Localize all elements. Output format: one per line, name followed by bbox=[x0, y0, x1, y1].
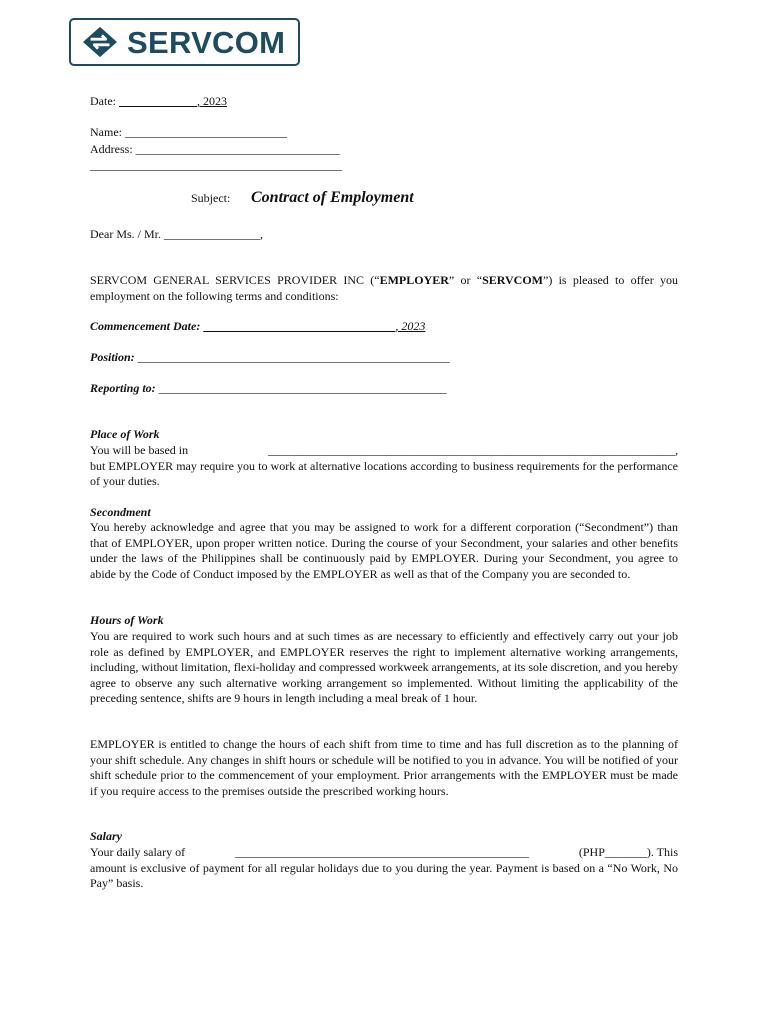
date-label: Date: bbox=[90, 94, 116, 108]
hours-paragraph-1: You are required to work such hours and at such times as are necessary to efficiently and effectively carry out your job role as defined by EMPLOYER, and EMPLOYER reserves the right to implement alternative working arrangements, including, without limitation, flexi-holiday and compressed workweek arrangements, at its sole discretion, and you hereby agree to observe any such alternative working arrangement so implemented. Without limiting the applicability of the preceding sentence, shifts are 9 hours in length including a meal break of 1 hour. bbox=[90, 629, 678, 706]
servcom-term: SERVCOM bbox=[482, 273, 543, 287]
company-logo bbox=[69, 18, 300, 66]
name-line bbox=[90, 125, 287, 141]
address-line bbox=[90, 142, 340, 158]
logo-text: SERVCOM bbox=[127, 24, 286, 60]
employer-term: EMPLOYER bbox=[379, 273, 449, 287]
position-blank: ____________________________________________________ bbox=[137, 350, 450, 364]
secondment-heading: Secondment bbox=[90, 505, 151, 519]
salary-php: (PHP_______). This bbox=[578, 845, 678, 859]
address-line-2 bbox=[90, 158, 342, 174]
place-blank: _____________________________________________________________________, bbox=[267, 443, 678, 457]
address-label: Address: bbox=[90, 142, 133, 156]
reporting-blank: ________________________________________________ bbox=[158, 381, 447, 395]
hours-paragraph-2: EMPLOYER is entitled to change the hours of each shift from time to time and has full discretion as to the planning of your shift schedule. Any changes in shift hours or schedule will be notified to you in advance. You will be notified of your shift schedule prior to the commencement of your employment. Prior arrangements with the EMPLOYER must be made if you require access to the premises outside the prescribed working hours. bbox=[90, 737, 678, 798]
reporting-label: Reporting to: bbox=[90, 381, 156, 395]
subject-title: Contract of Employment bbox=[251, 189, 414, 206]
commencement-blank: ________________________________, 2023 bbox=[203, 319, 426, 333]
secondment-paragraph: You hereby acknowledge and agree that you may be assigned to work for a different corporation (“Secondment”) than that of EMPLOYER, upon proper written notice. During the course of your Secondment, your salaries and other benefits under the laws of the Philippines shall be continuously paid by EMPLOYER. During your Secondment, you agree to abide by the Code of Conduct imposed by the EMPLOYER as well as that of the Company you are seconded to. bbox=[90, 520, 678, 581]
salary-heading: Salary bbox=[90, 829, 123, 843]
salary-paragraph: Your daily salary of _________________________________________________ (PHP_______). This amount is exclusive of payment for all regular holidays due to you during the year. Payment is based on a “No Work, No Pay” basis. bbox=[90, 845, 678, 891]
position-label: Position: bbox=[90, 350, 135, 364]
intro-paragraph: SERVCOM GENERAL SERVICES PROVIDER INC (“EMPLOYER” or “SERVCOM”) is pleased to offer you employment on the following terms and conditions: bbox=[90, 273, 678, 303]
place-of-work-heading: Place of Work bbox=[90, 427, 160, 441]
position-field bbox=[90, 350, 450, 366]
place-of-work-paragraph: You will be based in _____________________________________________________________________, but EMPLOYER may require you to work at alternative locations according to business requirements for the performance of your duties. bbox=[90, 443, 678, 489]
servcom-logo-icon bbox=[81, 25, 119, 59]
salary-blank: _________________________________________________ bbox=[234, 845, 529, 859]
address-blank: __________________________________ bbox=[135, 142, 340, 156]
name-blank: ___________________________ bbox=[125, 125, 287, 139]
subject-label: Subject: bbox=[191, 191, 231, 205]
address-blank-2: __________________________________________ bbox=[90, 158, 342, 172]
reporting-to-field bbox=[90, 381, 447, 397]
salutation: Dear Ms. / Mr. ________________, bbox=[90, 227, 263, 241]
commencement-label: Commencement Date: bbox=[90, 319, 201, 333]
commencement-date-field bbox=[90, 319, 425, 335]
date-line bbox=[90, 94, 227, 110]
hours-of-work-heading: Hours of Work bbox=[90, 613, 164, 627]
date-blank: _____________, 2023 bbox=[119, 94, 227, 108]
name-label: Name: bbox=[90, 125, 122, 139]
